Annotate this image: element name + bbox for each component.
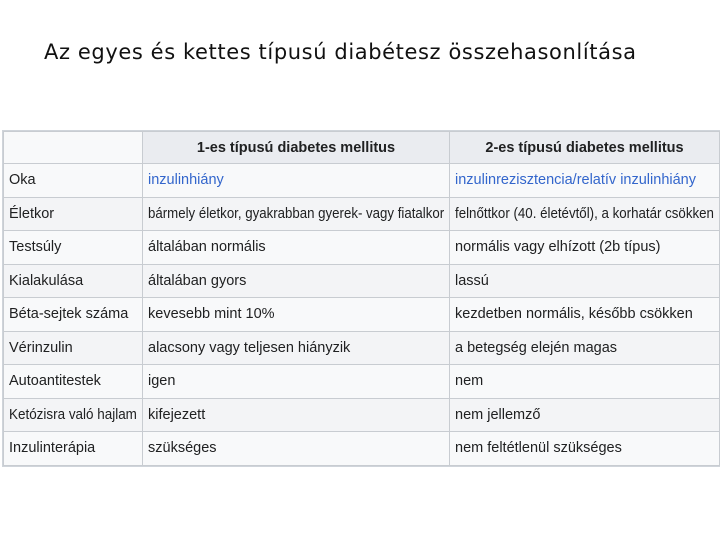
type2-value: nem feltétlenül szükséges bbox=[450, 432, 720, 466]
table-row bbox=[4, 365, 720, 399]
row-label: Ketózisra való hajlam bbox=[4, 398, 143, 432]
row-label: Oka bbox=[4, 164, 143, 198]
row-label: Testsúly bbox=[4, 231, 143, 265]
type1-value: általában normális bbox=[143, 231, 450, 265]
type2-value: kezdetben normális, később csökken bbox=[450, 298, 720, 332]
type2-value-link bbox=[450, 164, 720, 198]
comparison-table bbox=[3, 131, 720, 466]
type2-value: nem jellemző bbox=[450, 398, 720, 432]
table-row bbox=[4, 298, 720, 332]
header-type2: 2-es típusú diabetes mellitus bbox=[450, 132, 720, 164]
row-label: Kialakulása bbox=[4, 264, 143, 298]
row-label: Inzulinterápia bbox=[4, 432, 143, 466]
type2-value: a betegség elején magas bbox=[450, 331, 720, 365]
header-blank-cell bbox=[4, 132, 143, 164]
link-inzulinrezisztencia[interactable]: inzulinrezisztencia/relatív inzulinhiány bbox=[455, 172, 696, 189]
table-row bbox=[4, 264, 720, 298]
header-type1: 1-es típusú diabetes mellitus bbox=[143, 132, 450, 164]
row-label: Autoantitestek bbox=[4, 365, 143, 399]
row-label: Vérinzulin bbox=[4, 331, 143, 365]
type1-value: igen bbox=[143, 365, 450, 399]
comparison-table-container bbox=[2, 130, 720, 467]
type1-value: alacsony vagy teljesen hiányzik bbox=[143, 331, 450, 365]
row-label: Béta-sejtek száma bbox=[4, 298, 143, 332]
table-row bbox=[4, 432, 720, 466]
row-label: Életkor bbox=[4, 197, 143, 231]
type1-value: szükséges bbox=[143, 432, 450, 466]
table-row bbox=[4, 164, 720, 198]
type2-value: lassú bbox=[450, 264, 720, 298]
table-row bbox=[4, 331, 720, 365]
table-row bbox=[4, 231, 720, 265]
type1-value-link bbox=[143, 164, 450, 198]
table-row bbox=[4, 197, 720, 231]
type2-value: normális vagy elhízott (2b típus) bbox=[450, 231, 720, 265]
table-header-row bbox=[4, 132, 720, 164]
slide-title: Az egyes és kettes típusú diabétesz összehasonlítása bbox=[44, 40, 637, 64]
link-inzulinhiany[interactable]: inzulinhiány bbox=[148, 172, 224, 189]
type2-value: felnőttkor (40. életévtől), a korhatár csökken bbox=[450, 197, 720, 231]
type1-value: kifejezett bbox=[143, 398, 450, 432]
type1-value: általában gyors bbox=[143, 264, 450, 298]
type1-value: kevesebb mint 10% bbox=[143, 298, 450, 332]
type2-value: nem bbox=[450, 365, 720, 399]
table-row bbox=[4, 398, 720, 432]
type1-value: bármely életkor, gyakrabban gyerek- vagy fiatalkor bbox=[143, 197, 450, 231]
